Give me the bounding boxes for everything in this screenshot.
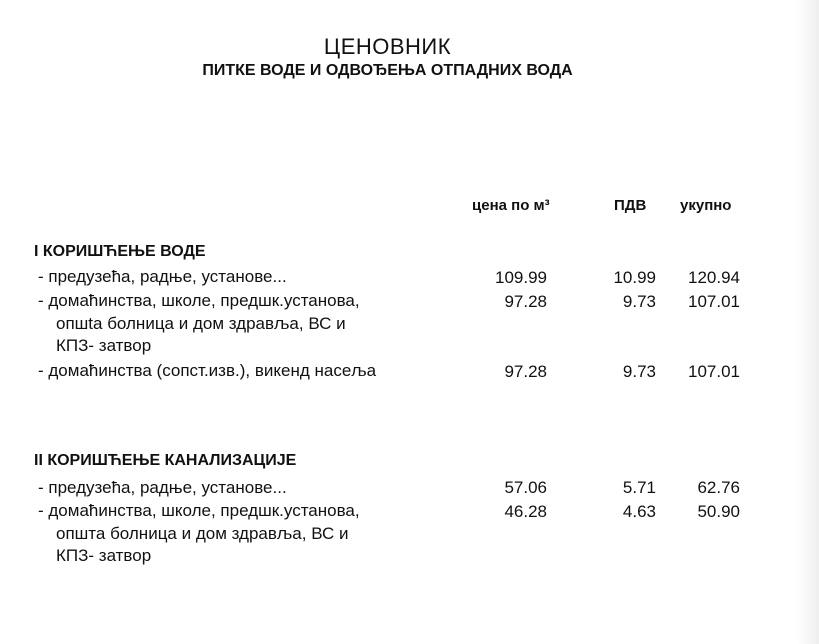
row-label: КПЗ- затвор xyxy=(56,336,152,355)
price-value: 57.06 xyxy=(504,478,547,497)
row-label: опшtа болница и дом здравља, ВС и xyxy=(56,314,346,333)
price-value: 109.99 xyxy=(495,268,547,287)
vat-value: 9.73 xyxy=(622,292,656,311)
total-value: 120.94 xyxy=(688,268,740,287)
price-value: 97.28 xyxy=(504,292,547,311)
vat-value: 5.71 xyxy=(622,478,656,497)
total-value: 50.90 xyxy=(697,502,740,521)
total-value: 107.01 xyxy=(688,362,740,381)
document-subtitle: ПИТКЕ ВОДЕ И ОДВОЂЕЊА ОТПАДНИХ ВОДА xyxy=(202,62,573,79)
vat-value: 4.63 xyxy=(622,502,656,521)
row-label: општа болница и дом здравља, ВС и xyxy=(56,524,349,543)
total-value: 62.76 xyxy=(697,478,740,497)
price-value: 46.28 xyxy=(504,502,547,521)
section-heading-sewage: II КОРИШЋЕЊЕ КАНАЛИЗАЦИЈЕ xyxy=(34,452,297,469)
scan-edge-shadow xyxy=(797,0,819,644)
row-label: - предузећа, радње, установе... xyxy=(38,267,287,286)
row-label: - предузећа, радње, установе... xyxy=(38,478,287,497)
section-heading-water: I КОРИШЋЕЊЕ ВОДЕ xyxy=(34,243,206,260)
column-header-price: цена по м³ xyxy=(472,197,550,214)
row-label: - домаћинства, школе, предшк.установа, xyxy=(38,291,360,310)
row-label: - домаћинства, школе, предшк.установа, xyxy=(38,501,360,520)
column-header-vat: ПДВ xyxy=(614,197,647,214)
row-label: - домаћинства (сопст.изв.), викенд насеља xyxy=(38,361,377,380)
column-header-total: укупно xyxy=(680,197,732,214)
total-value: 107.01 xyxy=(688,292,740,311)
vat-value: 9.73 xyxy=(622,362,656,381)
vat-value: 10.99 xyxy=(613,268,656,287)
price-value: 97.28 xyxy=(504,362,547,381)
row-label: КПЗ- затвор xyxy=(56,546,152,565)
document-title: ЦЕНОВНИК xyxy=(323,34,452,59)
